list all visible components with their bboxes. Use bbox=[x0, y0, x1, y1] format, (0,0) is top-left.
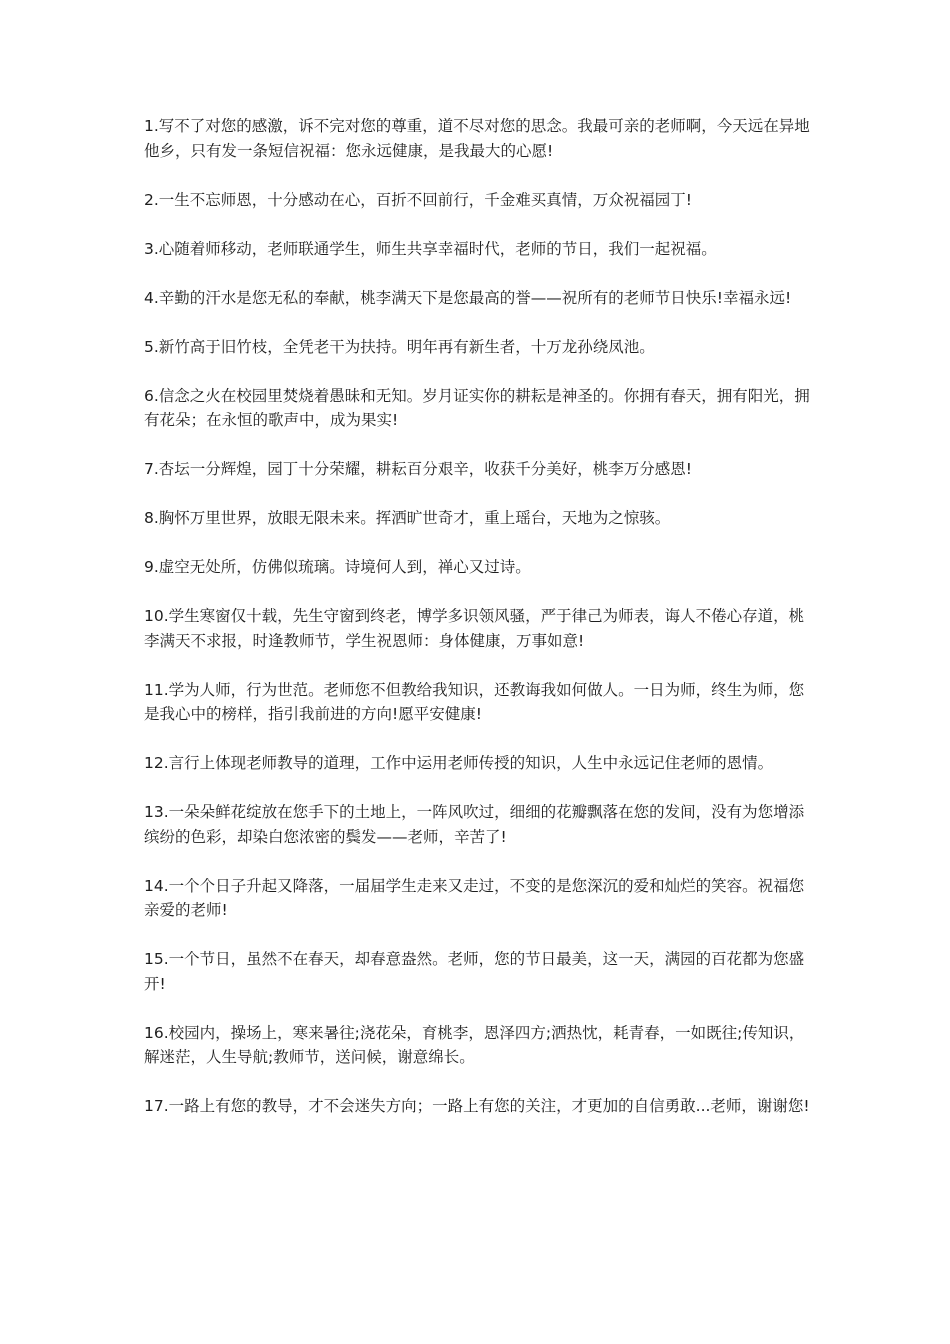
document-body bbox=[144, 114, 819, 1119]
paragraph-9: 9.虚空无处所，仿佛似琉璃。诗境何人到，禅心又过诗。 bbox=[144, 558, 531, 576]
paragraph-5: 5.新竹高于旧竹枝，全凭老干为扶持。明年再有新生者，十万龙孙绕凤池。 bbox=[144, 337, 655, 356]
paragraph-1: 1.写不了对您的感激，诉不完对您的尊重，道不尽对您的思念。我最可亲的老师啊，今天远在异地他乡，只有发一条短信祝福：您永远健康，是我最大的心愿! bbox=[144, 117, 810, 160]
paragraph-8: 8.胸怀万里世界，放眼无限未来。挥洒旷世奇才，重上瑶台，天地为之惊骇。 bbox=[144, 509, 671, 527]
paragraph-16: 16.校园内，操场上，寒来暑往;浇花朵，育桃李，恩泽四方;洒热忱，耗青春，一如既往;传知识，解迷茫，人生导航;教师节，送问候，谢意绵长。 bbox=[144, 1023, 805, 1066]
paragraph-3: 3.心随着师移动，老师联通学生，师生共享幸福时代，老师的节日，我们一起祝福。 bbox=[144, 239, 717, 258]
paragraph-12: 12.言行上体现老师教导的道理，工作中运用老师传授的知识，人生中永远记住老师的恩情。 bbox=[144, 754, 774, 772]
paragraph-2: 2.一生不忘师恩，十分感动在心，百折不回前行，千金难买真情，万众祝福园丁! bbox=[144, 190, 693, 209]
paragraph-7: 7.杏坛一分辉煌，园丁十分荣耀，耕耘百分艰辛，收获千分美好，桃李万分感恩! bbox=[144, 460, 693, 478]
paragraph-6: 6.信念之火在校园里焚烧着愚昧和无知。岁月证实你的耕耘是神圣的。你拥有春天，拥有阳光，拥有花朵；在永恒的歌声中，成为果实! bbox=[144, 386, 810, 429]
paragraph-10: 10.学生寒窗仅十载，先生守窗到终老，博学多识领风骚，严于律己为师表，诲人不倦心存道，桃李满天不求报，时逢教师节，学生祝恩师：身体健康，万事如意! bbox=[144, 607, 805, 650]
paragraph-17: 17.一路上有您的教导，才不会迷失方向；一路上有您的关注，才更加的自信勇敢...老师，谢谢您! bbox=[144, 1097, 810, 1115]
paragraph-13: 13.一朵朵鲜花绽放在您手下的土地上，一阵风吹过，细细的花瓣飘落在您的发间，没有为您增添缤纷的色彩，却染白您浓密的鬓发——老师，辛苦了! bbox=[144, 803, 805, 846]
paragraph-4: 4.辛勤的汗水是您无私的奉献，桃李满天下是您最高的誉——祝所有的老师节日快乐!幸福永远! bbox=[144, 288, 792, 307]
paragraph-11: 11.学为人师，行为世范。老师您不但教给我知识，还教诲我如何做人。一日为师，终生为师，您是我心中的榜样，指引我前进的方向!愿平安健康! bbox=[144, 680, 805, 723]
paragraph-15: 15.一个节日，虽然不在春天，却春意盎然。老师，您的节日最美，这一天，满园的百花都为您盛开! bbox=[144, 950, 805, 993]
paragraph-14: 14.一个个日子升起又降落，一届届学生走来又走过，不变的是您深沉的爱和灿烂的笑容。祝福您亲爱的老师! bbox=[144, 876, 805, 919]
